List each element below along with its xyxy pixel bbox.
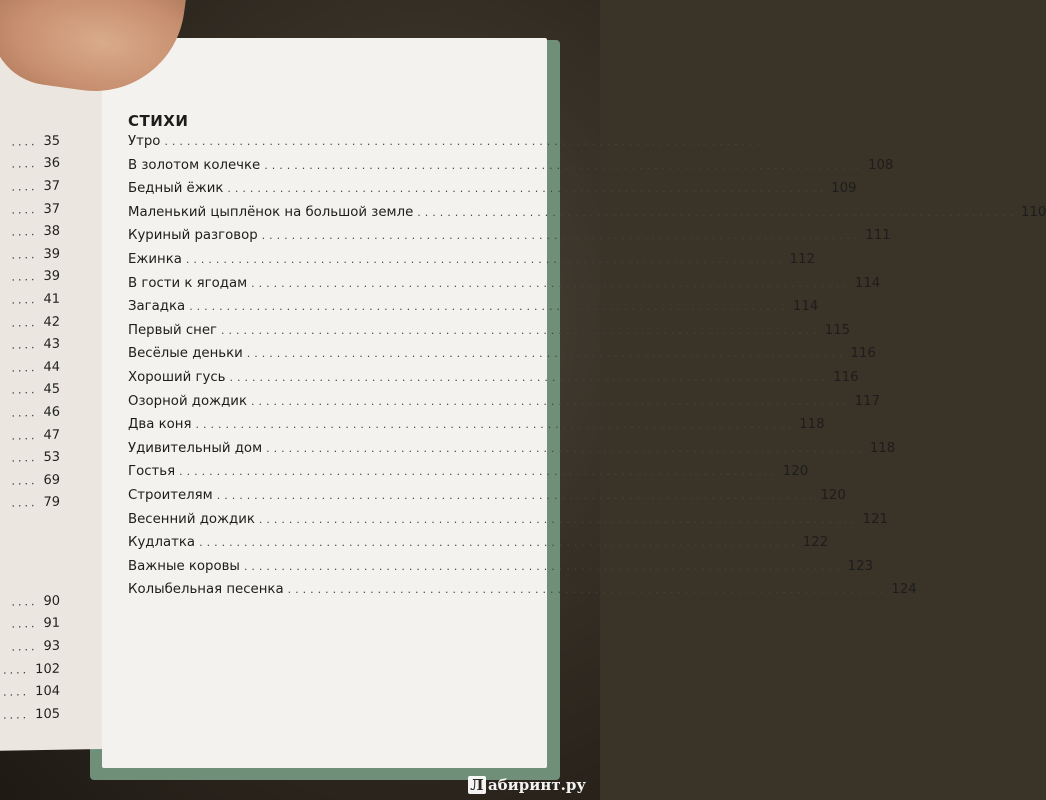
dot-leader: .... — [11, 473, 38, 488]
left-page-entry — [0, 265, 60, 289]
toc-entry-page: 118 — [799, 417, 825, 433]
toc-entry — [128, 440, 896, 465]
toc-entry — [128, 157, 894, 182]
left-page-entry — [0, 310, 60, 334]
dot-leader: ................................................................................ — [264, 158, 864, 172]
dot-leader: ................................................................................ — [227, 182, 828, 196]
toc-entry-title: Строителям — [128, 487, 213, 503]
toc-entry-title: Маленький цыплёнок на большой земле — [128, 204, 414, 220]
left-page-entry — [0, 356, 60, 380]
left-page-entry — [0, 152, 60, 176]
left-page-number: 53 — [43, 449, 60, 466]
dot-leader: .... — [11, 496, 38, 510]
toc-entry-title: В гости к ягодам — [128, 275, 248, 291]
left-page-number: 91 — [43, 616, 60, 632]
left-page-number: 90 — [43, 593, 60, 609]
left-page-number: 46 — [43, 404, 60, 420]
left-page-number: 39 — [43, 269, 60, 285]
watermark-text: абиринт.ру — [487, 776, 586, 794]
toc-entry-page: 110 — [1021, 204, 1046, 220]
left-page-entry — [0, 288, 60, 312]
left-page-number: 35 — [43, 133, 60, 149]
toc-entry-title: Загадка — [128, 299, 186, 315]
toc-entry — [128, 464, 809, 488]
toc-entry-page: 111 — [865, 228, 891, 244]
dot-leader: ................................................................................ — [164, 135, 765, 148]
toc-entry-page: 120 — [820, 487, 846, 503]
dot-leader: ................................................................................ — [243, 559, 844, 573]
left-page-entry — [0, 703, 60, 727]
toc-entry — [128, 369, 859, 394]
dot-leader: .... — [11, 338, 38, 352]
dot-leader: ................................................................................ — [185, 252, 786, 266]
toc-entry-page: 114 — [854, 275, 881, 291]
left-page-entry — [0, 401, 60, 425]
toc-entry-title: В золотом колечке — [128, 157, 261, 173]
toc-entry-page: 122 — [802, 535, 829, 551]
dot-leader: .... — [11, 383, 38, 397]
toc-entry — [128, 134, 765, 158]
toc-entry — [128, 251, 816, 276]
toc-entry-title: Кудлатка — [128, 535, 196, 551]
dot-leader: .... — [11, 225, 38, 239]
toc-entry-page: 121 — [862, 511, 888, 527]
toc-entry-page: 114 — [792, 299, 819, 315]
toc-entry-title: Важные коровы — [128, 558, 240, 574]
left-page-number: 41 — [43, 291, 60, 307]
left-page-number: 38 — [43, 223, 60, 240]
dot-leader: ................................................................................ — [246, 347, 847, 361]
dot-leader: ................................................................................ — [251, 276, 851, 290]
watermark-logo-letter: Л — [468, 776, 486, 794]
dot-leader: .... — [11, 360, 38, 375]
left-page-entry — [0, 423, 60, 447]
toc-entry-page: 123 — [847, 558, 874, 574]
toc-entry — [128, 204, 1046, 229]
left-page-number: 44 — [43, 359, 60, 375]
dot-leader: ................................................................................ — [199, 536, 799, 550]
dot-leader: ................................................................................ — [195, 418, 796, 432]
left-page-entry — [0, 198, 60, 222]
dot-leader: ................................................................................ — [189, 300, 789, 314]
toc-entry — [128, 487, 846, 512]
toc-entry — [128, 228, 891, 252]
left-page-entry — [0, 658, 60, 682]
dot-leader: .... — [11, 406, 38, 420]
left-page-entry — [0, 333, 60, 357]
toc-entry-title: Весенний дождик — [128, 511, 255, 527]
table-of-contents — [128, 112, 1046, 606]
dot-leader: ................................................................................ — [229, 370, 830, 384]
left-page-number: 36 — [43, 156, 60, 172]
toc-entry-page: 109 — [831, 181, 857, 197]
toc-list — [128, 134, 1046, 606]
dot-leader: .... — [11, 428, 38, 443]
toc-entry — [128, 346, 876, 370]
left-page-number: 43 — [43, 336, 60, 353]
left-page-number: 69 — [43, 472, 60, 488]
toc-entry-page: 115 — [824, 322, 851, 338]
dot-leader: .... — [3, 662, 30, 677]
left-page-entry — [0, 243, 60, 267]
left-page-number: 47 — [43, 427, 60, 443]
dot-leader: .... — [3, 708, 30, 722]
left-page-number: 39 — [43, 246, 60, 262]
dot-leader: .... — [11, 451, 38, 465]
left-page-number: 42 — [43, 314, 60, 330]
dot-leader: .... — [11, 134, 38, 149]
left-page-number: 37 — [43, 178, 60, 195]
left-page-number: 45 — [43, 382, 60, 398]
toc-entry-title: Озорной дождик — [128, 393, 247, 409]
left-page-entry — [0, 680, 60, 704]
toc-entry-title: Два коня — [128, 417, 192, 433]
toc-entry-title: Гостья — [128, 464, 176, 480]
dot-leader: .... — [11, 180, 38, 194]
dot-leader: .... — [11, 270, 38, 284]
left-page-number: 105 — [35, 706, 60, 723]
toc-entry-title: Ежинка — [128, 251, 182, 267]
left-page-entry — [0, 612, 60, 636]
toc-entry-page: 124 — [891, 582, 917, 598]
dot-leader: .... — [11, 595, 38, 609]
left-page-number: 104 — [35, 684, 60, 700]
toc-entry-title: Утро — [128, 134, 161, 149]
toc-entry-page: 108 — [867, 157, 894, 173]
left-page-entry — [0, 130, 60, 154]
dot-leader: ................................................................................ — [417, 205, 1017, 219]
toc-entry-page: 118 — [869, 440, 896, 456]
left-page-number: 102 — [35, 661, 60, 677]
toc-entry-title: Куриный разговор — [128, 228, 258, 244]
toc-entry-title: Удивительный дом — [128, 440, 263, 456]
dot-leader: ................................................................................ — [216, 488, 817, 502]
dot-leader: .... — [11, 293, 38, 307]
toc-entry — [128, 393, 881, 418]
dot-leader: ................................................................................ — [250, 394, 851, 408]
toc-entry — [128, 558, 874, 583]
left-page-numbers — [0, 130, 60, 727]
left-page-gap — [0, 514, 60, 591]
dot-leader: ................................................................................ — [258, 512, 859, 526]
toc-entry — [128, 535, 829, 559]
left-page-entry — [0, 590, 60, 614]
dot-leader: ................................................................................ — [287, 583, 888, 597]
toc-entry — [128, 322, 851, 347]
left-page-entry — [0, 220, 60, 244]
watermark — [468, 776, 586, 794]
left-page-entry — [0, 378, 60, 402]
dot-leader: .... — [11, 247, 38, 262]
toc-entry-page: 112 — [789, 251, 816, 267]
dot-leader: ................................................................................ — [221, 323, 821, 337]
dot-leader: .... — [11, 617, 38, 632]
toc-entry-page: 117 — [854, 393, 881, 409]
toc-entry-page: 120 — [782, 464, 809, 480]
dot-leader: ................................................................................ — [266, 441, 866, 455]
toc-entry — [128, 181, 857, 205]
dot-leader: .... — [11, 202, 38, 217]
dot-leader: .... — [3, 685, 30, 699]
left-page-number: 79 — [43, 495, 60, 511]
left-page-number: 37 — [43, 201, 60, 217]
toc-entry-page: 116 — [833, 369, 859, 385]
left-page-entry — [0, 175, 60, 199]
dot-leader: ................................................................................ — [179, 465, 779, 479]
toc-entry — [128, 299, 819, 323]
left-page-entry — [0, 446, 60, 470]
toc-entry — [128, 417, 825, 441]
toc-entry — [128, 275, 881, 300]
dot-leader: .... — [11, 315, 38, 330]
toc-entry-title: Колыбельная песенка — [128, 582, 284, 598]
dot-leader: .... — [11, 640, 38, 654]
toc-entry-title: Весёлые деньки — [128, 346, 243, 362]
toc-entry-title: Бедный ёжик — [128, 181, 224, 197]
left-page-entry — [0, 635, 60, 659]
left-page-entry — [0, 469, 60, 493]
toc-entry-page: 116 — [850, 346, 876, 362]
left-page-number: 93 — [43, 638, 60, 655]
toc-entry-title: Хороший гусь — [128, 369, 226, 385]
toc-entry-title: Первый снег — [128, 322, 217, 338]
dot-leader: .... — [11, 157, 38, 171]
left-page — [0, 29, 110, 751]
left-page-entry — [0, 491, 60, 515]
toc-entry — [128, 511, 888, 536]
section-heading: СТИХИ — [128, 112, 189, 130]
dot-leader: ................................................................................ — [261, 229, 862, 243]
toc-entry — [128, 582, 917, 606]
